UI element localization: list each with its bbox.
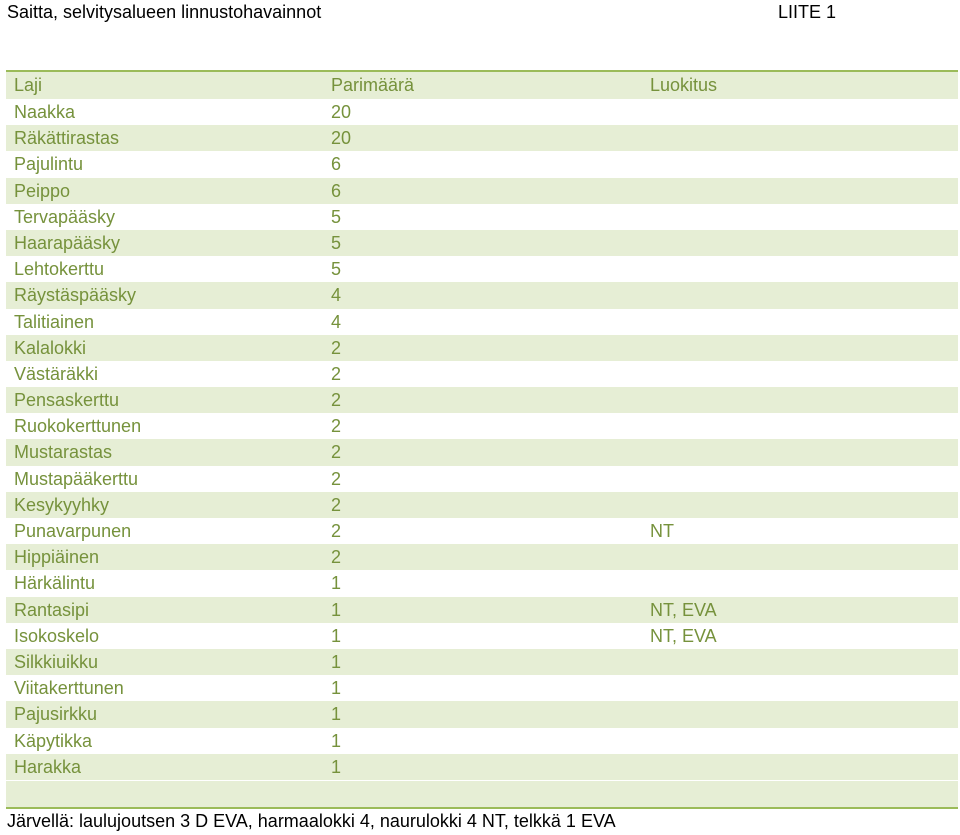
table-footer-band — [6, 781, 958, 809]
table-body — [6, 99, 958, 780]
pairs-cell: 20 — [331, 102, 352, 122]
pairs-cell: 2 — [331, 494, 342, 515]
pairs-cell: 1 — [331, 678, 342, 699]
table-header-row — [6, 72, 958, 99]
pairs-cell: 2 — [331, 363, 342, 384]
pairs-cell: 20 — [331, 128, 352, 149]
species-cell: Tervapääsky — [14, 206, 116, 227]
species-cell: Mustarastas — [14, 442, 113, 463]
pairs-cell: 1 — [331, 704, 342, 725]
table-row — [6, 204, 958, 230]
species-table — [6, 70, 958, 780]
table-row — [6, 439, 958, 465]
species-cell: Kalalokki — [14, 337, 87, 358]
species-cell: Härkälintu — [14, 573, 96, 594]
species-cell: Kesykyyhky — [14, 494, 110, 515]
table-row — [6, 387, 958, 413]
species-cell: Pajusirkku — [14, 704, 98, 725]
table-row — [6, 544, 958, 570]
table-row — [6, 492, 958, 518]
species-cell: Punavarpunen — [14, 521, 132, 541]
species-cell: Harakka — [14, 756, 82, 777]
pairs-cell: 2 — [331, 390, 342, 411]
table-row — [6, 597, 958, 623]
pairs-cell: 6 — [331, 154, 342, 175]
table-row — [6, 728, 958, 754]
pairs-cell: 5 — [331, 206, 342, 227]
column-header-pairs: Parimäärä — [331, 75, 415, 95]
pairs-cell: 2 — [331, 416, 342, 437]
species-cell: Haarapääsky — [14, 232, 121, 253]
species-cell: Hippiäinen — [14, 547, 100, 568]
species-cell: Naakka — [14, 102, 76, 122]
table-row — [6, 125, 958, 151]
pairs-cell: 1 — [331, 756, 342, 777]
table-row — [6, 230, 958, 256]
column-header-status: Luokitus — [650, 75, 718, 95]
pairs-cell: 1 — [331, 573, 342, 594]
table-row — [6, 623, 958, 649]
pairs-cell: 2 — [331, 442, 342, 463]
lake-observations-note: Järvellä: laulujoutsen 3 D EVA, harmaalokki 4, naurulokki 4 NT, telkkä 1 EVA — [7, 811, 616, 831]
status-cell: NT, EVA — [650, 625, 717, 646]
pairs-cell: 1 — [331, 730, 342, 751]
column-header-species: Laji — [14, 75, 43, 95]
pairs-cell: 2 — [331, 468, 342, 489]
species-cell: Rantasipi — [14, 599, 90, 620]
document-title: Saitta, selvitysalueen linnustohavainnot — [7, 2, 322, 22]
table-row — [6, 701, 958, 727]
species-cell: Silkkiuikku — [14, 651, 99, 672]
table-row — [6, 466, 958, 492]
species-cell: Räystäspääsky — [14, 285, 137, 306]
species-cell: Talitiainen — [14, 311, 95, 332]
table-row — [6, 675, 958, 701]
table-row — [6, 309, 958, 335]
pairs-cell: 4 — [331, 285, 342, 306]
appendix-label: LIITE 1 — [778, 2, 837, 22]
table-row — [6, 256, 958, 282]
pairs-cell: 6 — [331, 180, 342, 201]
table-row — [6, 361, 958, 387]
table-row — [6, 151, 958, 177]
table-row — [6, 649, 958, 675]
pairs-cell: 1 — [331, 599, 342, 620]
status-cell: NT — [650, 521, 674, 541]
table-row — [6, 282, 958, 308]
page-header — [0, 0, 960, 24]
species-cell: Käpytikka — [14, 730, 93, 751]
species-cell: Räkättirastas — [14, 128, 120, 149]
pairs-cell: 1 — [331, 651, 342, 672]
pairs-cell: 5 — [331, 232, 342, 253]
species-cell: Viitakerttunen — [14, 678, 124, 699]
species-cell: Isokoskelo — [14, 625, 100, 646]
pairs-cell: 5 — [331, 259, 342, 280]
pairs-cell: 2 — [331, 547, 342, 568]
pairs-cell: 2 — [331, 521, 342, 541]
status-cell: NT, EVA — [650, 599, 717, 620]
table-row — [6, 335, 958, 361]
table-row — [6, 99, 958, 125]
table-row — [6, 413, 958, 439]
pairs-cell: 1 — [331, 625, 342, 646]
pairs-cell: 4 — [331, 311, 342, 332]
table-row — [6, 570, 958, 596]
species-cell: Pajulintu — [14, 154, 84, 175]
table-row — [6, 178, 958, 204]
pairs-cell: 2 — [331, 337, 342, 358]
species-cell: Ruokokerttunen — [14, 416, 142, 437]
species-cell: Mustapääkerttu — [14, 468, 139, 489]
table-row — [6, 754, 958, 780]
species-cell: Lehtokerttu — [14, 259, 105, 280]
table-row — [6, 518, 958, 544]
species-cell: Peippo — [14, 180, 71, 201]
species-cell: Pensaskerttu — [14, 390, 120, 411]
species-cell: Västäräkki — [14, 363, 99, 384]
